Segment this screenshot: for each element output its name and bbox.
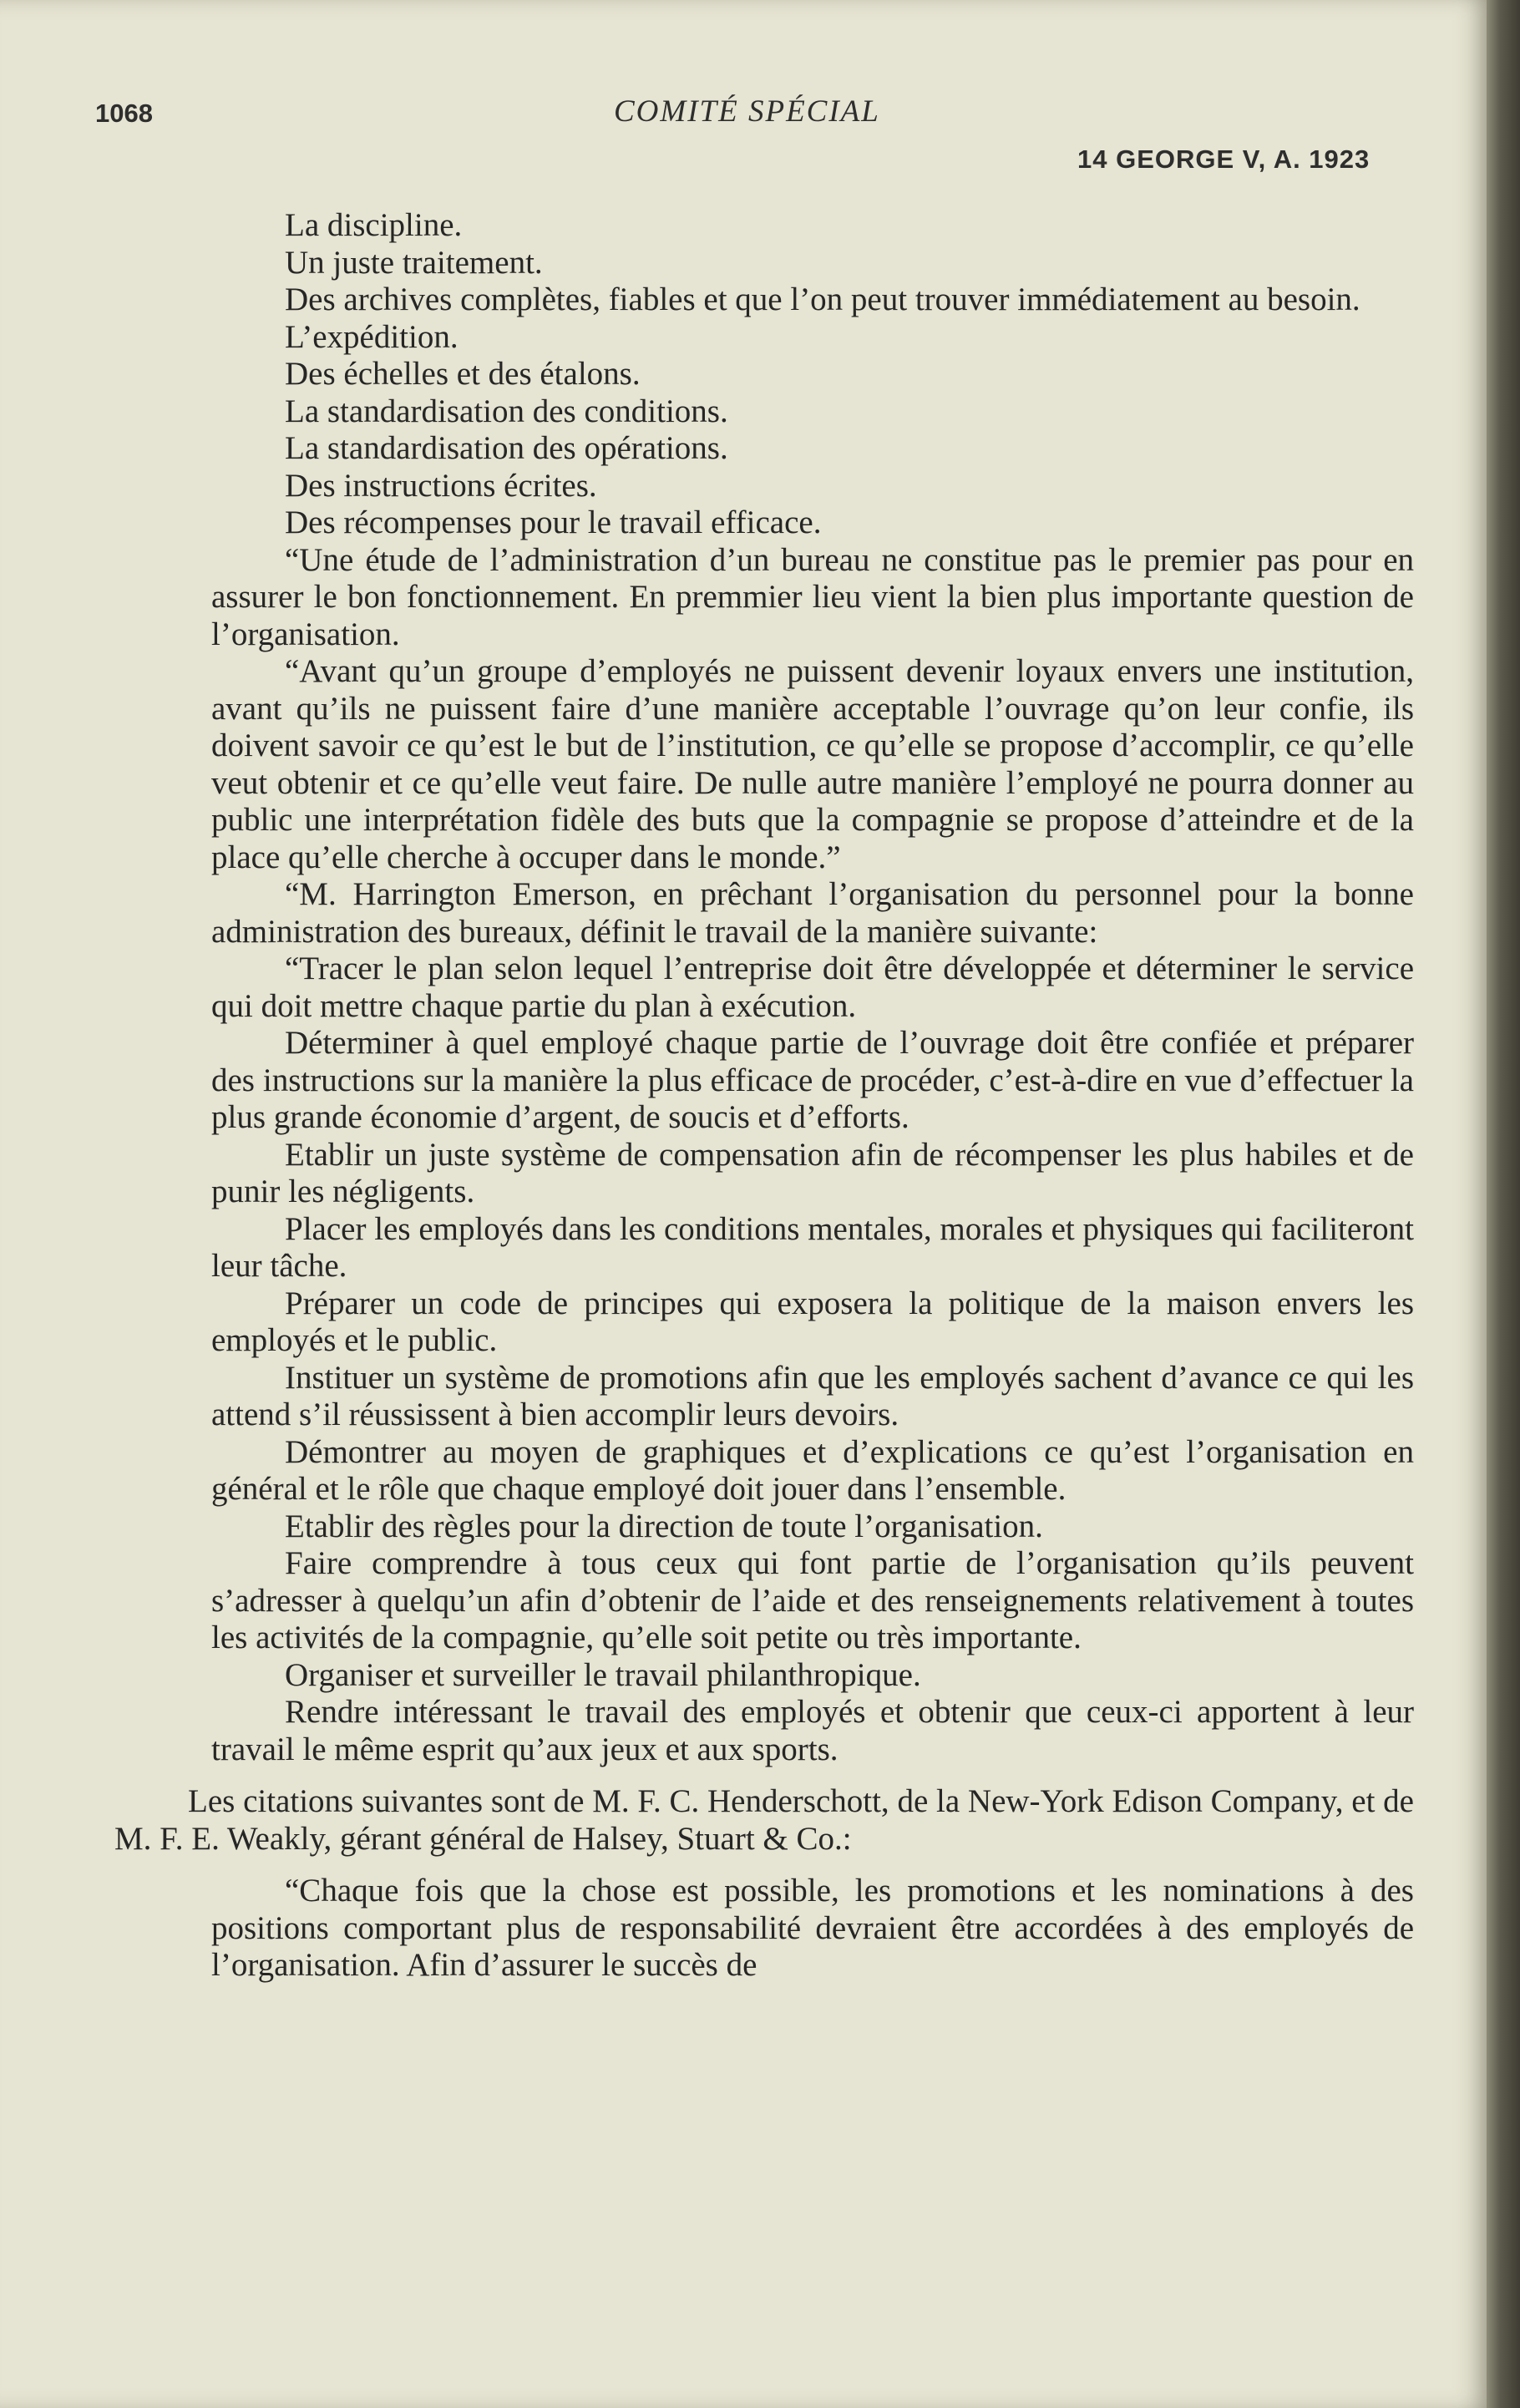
list-item: Démontrer au moyen de graphiques et d’explications ce qu’est l’organisation en général et le rôle que chaque employé doit jouer dans l’ensemble. — [211, 1433, 1414, 1507]
paragraph: “Une étude de l’administration d’un bureau ne constitue pas le premier pas pour en assurer le bon fonctionnement. En premmier lieu vient la bien plus importante question de l’organisation. — [211, 541, 1414, 652]
list-item: Etablir des règles pour la direction de toute l’organisation. — [285, 1508, 1043, 1544]
paragraph: Les citations suivantes sont de M. F. C. Henderschott, de la New-York Edison Company, et de M. F. E. Weakly, gérant général de Halsey, Stuart & Co.: — [114, 1783, 1414, 1857]
body-text — [114, 207, 1414, 1985]
list-item: La standardisation des conditions. — [285, 393, 728, 429]
list-item: Organiser et surveiller le travail philanthropique. — [285, 1656, 921, 1693]
list-item: Des échelles et des étalons. — [285, 356, 641, 392]
list-item: Des archives complètes, fiables et que l’on peut trouver immédiatement au besoin. — [285, 281, 1360, 317]
list-item: Préparer un code de principes qui exposera la politique de la maison envers les employés et le public. — [211, 1285, 1414, 1358]
running-title: COMITÉ SPÉCIAL — [614, 94, 880, 129]
page-number: 1068 — [95, 99, 153, 128]
list-item: L’expédition. — [285, 318, 459, 355]
list-item: Des récompenses pour le travail efficace. — [285, 504, 822, 540]
list-item: Faire comprendre à tous ceux qui font partie de l’organisation qu’ils peuvent s’adresser à quelqu’un afin d’obtenir de l’aide et des renseignements relativement à toutes les activités de la compagnie, qu’elle soit petite ou très importante. — [211, 1545, 1414, 1655]
list-item: Des instructions écrites. — [285, 467, 597, 504]
list-item: Déterminer à quel employé chaque partie de l’ouvrage doit être confiée et préparer des instructions sur la manière la plus efficace de procéder, c’est-à-dire en vue d’effectuer la plus grande économie d’argent, de soucis et d’efforts. — [211, 1025, 1414, 1135]
list-item: “Tracer le plan selon lequel l’entreprise doit être développée et déterminer le service qui doit mettre chaque partie du plan à exécution. — [211, 951, 1414, 1024]
list-item: Placer les employés dans les conditions mentales, morales et physiques qui faciliteront leur tâche. — [211, 1210, 1414, 1284]
list-item: Instituer un système de promotions afin que les employés sachent d’avance ce qui les attend s’il réussissent à bien accomplir leurs devoirs. — [211, 1359, 1414, 1432]
list-item: Rendre intéressant le travail des employés et obtenir que ceux-ci apportent à leur travail le même esprit qu’aux jeux et aux sports. — [211, 1694, 1414, 1767]
paragraph: “Avant qu’un groupe d’employés ne puissent devenir loyaux envers une institution, avant qu’ils ne puissent faire d’une manière acceptable l’ouvrage qu’on leur confie, ils doivent savoir ce qu’est le but de l’institution, ce qu’elle se propose d’accomplir, ce qu’elle veut obtenir et ce qu’elle veut faire. De nulle autre manière l’employé ne pourra donner au public une interprétation fidèle des buts que la compagnie se propose d’atteindre et de la place qu’elle cherche à occuper dans le monde.” — [211, 653, 1414, 875]
session-reference: 14 GEORGE V, A. 1923 — [1077, 144, 1371, 174]
list-item: Etablir un juste système de compensation afin de récompenser les plus habiles et de punir les négligents. — [211, 1136, 1414, 1209]
list-item: La discipline. — [285, 207, 463, 243]
list-item: Un juste traitement. — [285, 244, 543, 281]
paragraph: “M. Harrington Emerson, en prêchant l’organisation du personnel pour la bonne administration des bureaux, définit le travail de la manière suivante: — [211, 876, 1414, 950]
paragraph: “Chaque fois que la chose est possible, les promotions et les nominations à des positions comportant plus de responsabilité devraient être accordées à des employés de l’organisation. Afin d’assurer le succès de — [211, 1873, 1414, 1983]
list-item: La standardisation des opérations. — [285, 430, 728, 466]
book-binding-edge — [1487, 0, 1520, 2408]
